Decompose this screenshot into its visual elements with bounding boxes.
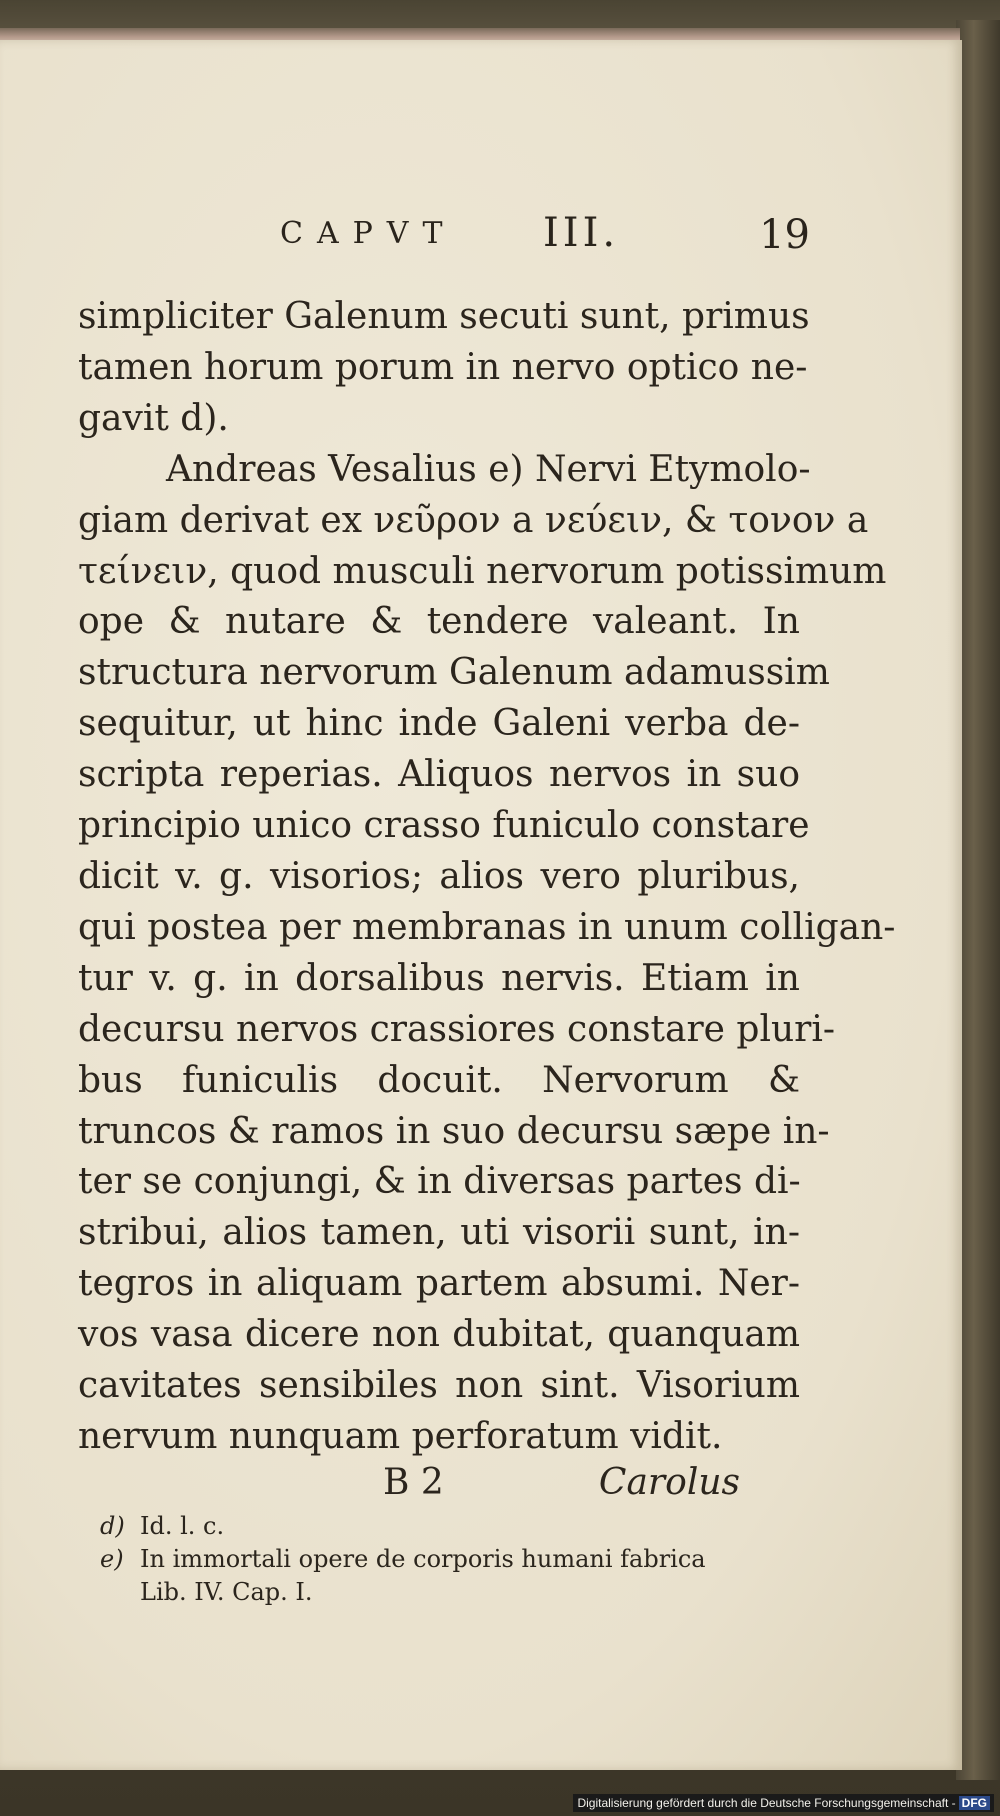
text-line: dicit v. g. visorios; alios vero pluribus,: [78, 855, 800, 897]
signature-mark: B 2: [383, 1462, 444, 1503]
book-cover-edge: [956, 20, 1000, 1780]
text-line: structura nervorum Galenum adamussim: [78, 652, 830, 694]
text-line: simpliciter Galenum secuti sunt, primus: [78, 296, 810, 337]
text-line: sequitur, ut hinc inde Galeni verba de-: [78, 703, 800, 745]
page-number: 19: [759, 212, 810, 258]
text-line: decursu nervos crassiores constare pluri-: [78, 1008, 836, 1050]
text-line: tegros in aliquam partem absumi. Ner-: [78, 1263, 800, 1305]
catchword: Carolus: [598, 1462, 740, 1503]
chapter-number: III.: [543, 210, 620, 256]
text-line: gavit d).: [78, 397, 229, 439]
text-line: stribui, alios tamen, uti visorii sunt, in-: [78, 1212, 800, 1254]
footnote-text: In immortali opere de corporis humani fabrica: [140, 1545, 706, 1573]
text-line: tur v. g. in dorsalibus nervis. Etiam in: [78, 957, 800, 999]
catchline: [78, 1462, 800, 1512]
text-line: bus funiculis docuit. Nervorum &: [78, 1059, 800, 1101]
digitization-credit: [573, 1794, 994, 1812]
running-head: CAPVT: [280, 216, 457, 251]
footnote-continuation: [100, 1576, 800, 1609]
text-line: cavitates sensibiles non sint. Visorium: [78, 1365, 800, 1407]
text-line: vos vasa dicere non dubitat, quanquam: [78, 1314, 800, 1356]
credit-text: Digitalisierung gefördert durch die Deutsche Forschungsgemeinschaft -: [577, 1796, 956, 1810]
footnote-mark: d): [100, 1512, 125, 1540]
footnote-text: Lib. IV. Cap. I.: [140, 1578, 313, 1606]
text-line: nervum nunquam perforatum vidit.: [78, 1415, 723, 1457]
text-line: scripta reperias. Aliquos nervos in suo: [78, 754, 800, 796]
text-line: truncos & ramos in suo decursu sæpe in-: [78, 1110, 830, 1152]
text-line: tamen horum porum in nervo optico ne-: [78, 346, 808, 388]
dfg-logo: DFG: [959, 1796, 990, 1810]
text-line: giam derivat ex νεῦρον a νεύειν, & τονον a: [78, 499, 869, 541]
footnote-mark: e): [100, 1545, 124, 1573]
text-line: qui postea per membranas in unum colligan-: [78, 906, 896, 948]
page-header: [280, 210, 810, 270]
text-line: ope & nutare & tendere valeant. In: [78, 601, 800, 643]
text-line: principio unico crasso funiculo constare: [78, 805, 810, 847]
text-line: τείνειν, quod musculi nervorum potissimum: [78, 550, 887, 592]
footnote-text: Id. l. c.: [140, 1512, 225, 1540]
body-text: [78, 292, 896, 1463]
text-line: ter se conjungi, & in diversas partes di-: [78, 1161, 801, 1203]
text-line: Andreas Vesalius e) Nervi Etymolo-: [166, 448, 811, 490]
footnote: [100, 1543, 800, 1576]
footnote: [100, 1510, 800, 1543]
footnotes: [100, 1510, 800, 1609]
